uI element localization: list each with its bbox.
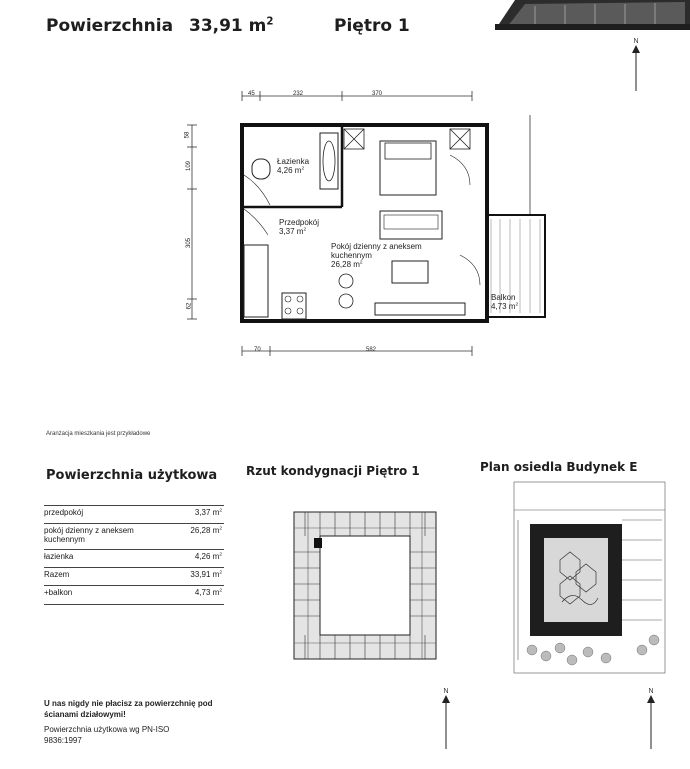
table-row: pokój dzienny z aneksem kuchennym 26,28 $m^2$ [44,523,224,550]
footer-standard: Powierzchnia użytkowa wg PN-ISO 9836:1997 [44,725,170,745]
north-label: N [633,38,639,45]
footer-note: U nas nigdy nie płacisz za powierzchnię pod ścianami działowymi! [44,699,213,719]
north-arrow-icon [645,695,657,751]
room-balcony: Balkon 4,73 $m^2$ [491,293,519,311]
north-arrow-icon [440,695,452,751]
north-arrow-floor: N [440,688,452,756]
disclaimer: Aranżacja mieszkania jest przykładowe [46,431,151,437]
area-value: 33,91 m [188,16,267,36]
room-hallway: Przedpokój 3,37 $m^2$ [279,218,320,236]
usable-area-title: Powierzchnia użytkowa [46,468,218,483]
north-arrow-top [630,38,642,98]
north-arrow-icon [630,45,642,93]
north-arrow-site: N [645,688,657,756]
table-row: Razem 33,91 $m^2$ [44,567,224,586]
building-floor-plan [290,508,440,663]
floor-plan-title: Rzut kondygnacji Piętro 1 [246,464,420,478]
room-living: Pokój dzienny z aneksem kuchennym 26,28 $m^2$ [331,242,422,269]
apartment-floor-plan [180,85,560,365]
site-plan-title: Plan osiedla Budynek E [480,460,638,474]
room-bathroom: Łazienka 4,26 $m^2$ [277,157,310,175]
floor-label: Piętro 1 [334,16,410,36]
table-row: łazienka 4,26 $m^2$ [44,549,224,568]
corner-photo [495,0,690,30]
site-plan-map [512,480,667,675]
table-row: przedpokój 3,37 $m^2$ [44,505,224,524]
table-row: +balkon 4,73 $m^2$ [44,585,224,605]
page-title: Powierzchnia 33,91 $m^2$ [46,16,274,36]
